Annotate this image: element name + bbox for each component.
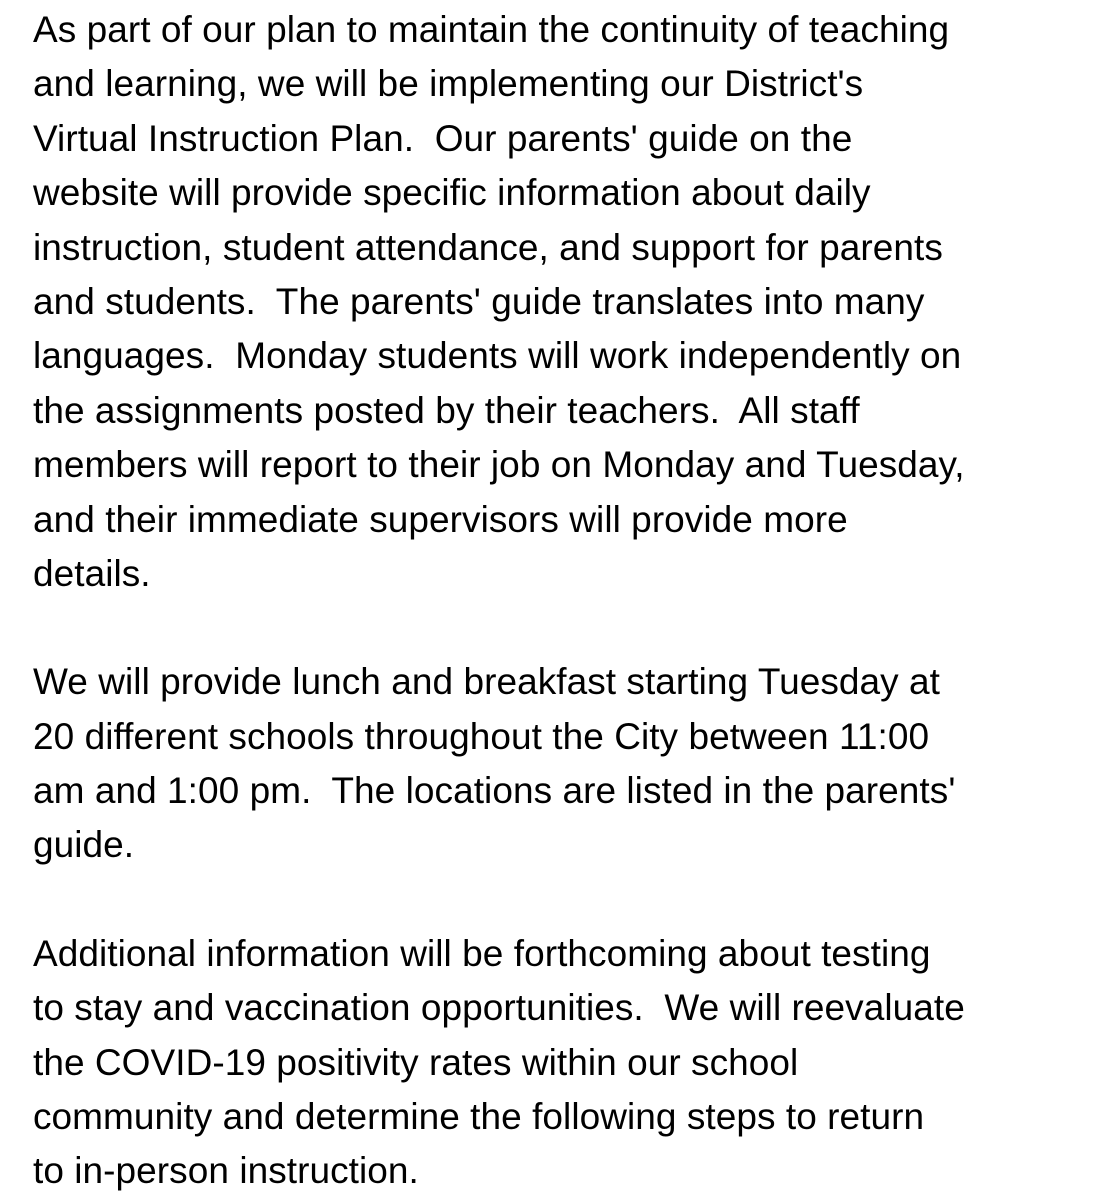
text-line: details.	[33, 552, 151, 594]
text-line: Additional information will be forthcoming about testing	[33, 932, 931, 974]
text-line: am and 1:00 pm. The locations are listed in the parents'	[33, 770, 956, 812]
text-line: and students. The parents' guide translates into many	[33, 280, 925, 322]
text-line: community and determine the following steps to return	[33, 1096, 925, 1138]
text-line: the COVID-19 positivity rates within our school	[33, 1041, 799, 1083]
text-line: As part of our plan to maintain the continuity of teaching	[33, 9, 950, 50]
text-line: website will provide specific information about daily	[33, 172, 871, 214]
text-line: languages. Monday students will work independently on	[33, 335, 962, 377]
text-line: 20 different schools throughout the City between 11:00	[33, 715, 930, 757]
text-line: and learning, we will be implementing our District's	[33, 63, 864, 105]
paragraph-virtual-instruction	[33, 0, 1105, 601]
document-body	[33, 0, 1105, 1199]
text-line: We will provide lunch and breakfast starting Tuesday at	[33, 661, 940, 703]
text-line: guide.	[33, 824, 135, 866]
text-line: to stay and vaccination opportunities. We will reevaluate	[33, 987, 965, 1029]
paragraph-meals	[33, 601, 1105, 873]
paragraph-testing-return	[33, 873, 1105, 1199]
text-line: Virtual Instruction Plan. Our parents' guide on the	[33, 117, 853, 159]
text-line: members will report to their job on Monday and Tuesday,	[33, 444, 965, 486]
text-line: to in-person instruction.	[33, 1150, 419, 1192]
text-line: and their immediate supervisors will provide more	[33, 498, 848, 540]
text-line: instruction, student attendance, and support for parents	[33, 226, 943, 268]
text-line: the assignments posted by their teachers. All staff	[33, 389, 860, 431]
